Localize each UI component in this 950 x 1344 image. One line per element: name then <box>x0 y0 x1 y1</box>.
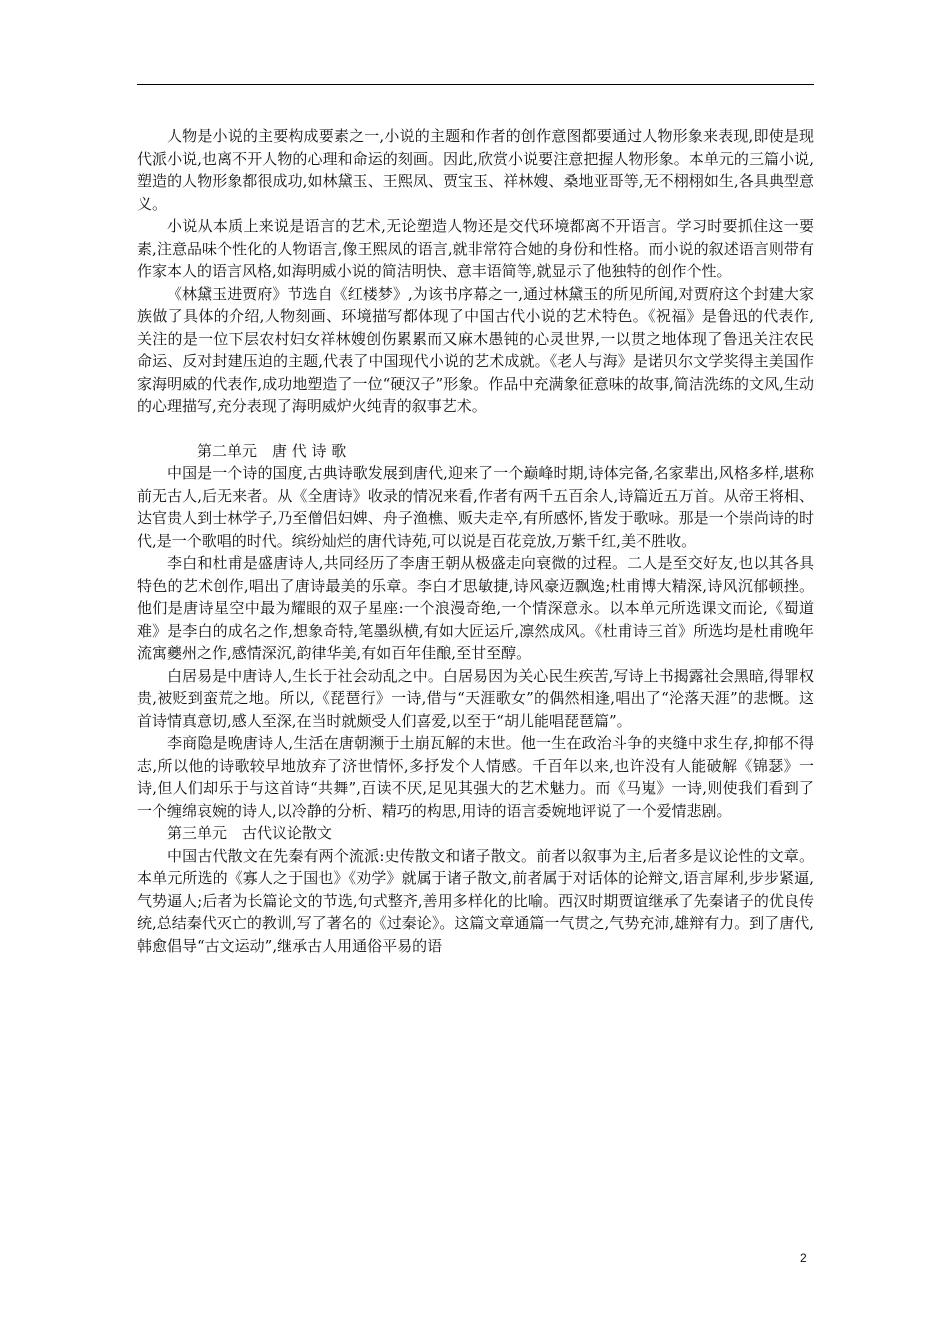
unit2-heading: 第二单元 唐 代 诗 歌 <box>197 441 347 460</box>
document-body <box>137 125 814 957</box>
header-rule <box>137 84 814 85</box>
unit3-paragraph-1: 中国古代散文在先秦有两个流派:史传散文和诸子散文。前者以叙事为主,后者多是议论性的文章。本单元所选的《寡人之于国也》《劝学》就属于诸子散文,前者属于对话体的论辩文,语言犀利,步步紧逼,气势逼人;后者为长篇论文的节选,句式整齐,善用多样化的比喻。西汉时期贾谊继承了先秦诸子的优良传统,总结秦代灭亡的教训,写了著名的《过秦论》。这篇文章通篇一气贯之,气势充沛,雄辩有力。到了唐代,韩愈倡导“古文运动”,继承古人用通俗平易的语 <box>137 846 814 955</box>
unit2-paragraph-2: 李白和杜甫是盛唐诗人,共同经历了李唐王朝从极盛走向衰微的过程。二人是至交好友,也以其各具特色的艺术创作,唱出了唐诗最美的乐章。李白才思敏捷,诗风豪迈飘逸;杜甫博大精深,诗风沉郁顿挫。他们是唐诗星空中最为耀眼的双子星座:一个浪漫奇绝,一个情深意永。以本单元所选课文而论,《蜀道难》是李白的成名之作,想象奇特,笔墨纵横,有如大匠运斤,凛然成风。《杜甫诗三首》所选均是杜甫晚年流寓夔州之作,感情深沉,韵律华美,有如百年佳酿,至甘至醇。 <box>137 554 814 662</box>
unit3-heading: 第三单元 古代议论散文 <box>167 824 333 842</box>
unit2-paragraph-3: 白居易是中唐诗人,生长于社会动乱之中。白居易因为关心民生疾苦,写诗上书揭露社会黑暗,得罪权贵,被贬到蛮荒之地。所以,《琵琶行》一诗,借与“天涯歌女”的偶然相逢,唱出了“沦落天涯”的悲慨。这首诗情真意切,感人至深,在当时就颇受人们喜爱,以至于“胡儿能唱琵琶篇”。 <box>137 666 814 730</box>
page-number: 2 <box>800 1251 807 1265</box>
unit2-paragraph-4: 李商隐是晚唐诗人,生活在唐朝濒于土崩瓦解的末世。他一生在政治斗争的夹缝中求生存,抑郁不得志,所以他的诗歌较早地放弃了济世情怀,多抒发个人情感。千百年以来,也许没有人能破解《锦瑟》一诗,但人们却乐于与这首诗“共舞”,百读不厌,足见其强大的艺术魅力。而《马嵬》一诗,则使我们看到了一个缠绵哀婉的诗人,以冷静的分析、精巧的构思,用诗的语言委婉地评说了一个爱情悲剧。 <box>137 734 814 820</box>
unit2-paragraph-1: 中国是一个诗的国度,古典诗歌发展到唐代,迎来了一个巅峰时期,诗体完备,名家辈出,风格多样,堪称前无古人,后无来者。从《全唐诗》收录的情况来看,作者有两千五百余人,诗篇近五万首。从帝王将相、达官贵人到士林学子,乃至僧侣妇婢、舟子渔樵、贩夫走卒,有所感怀,皆发于歌咏。那是一个崇尚诗的时代,是一个歌唱的时代。缤纷灿烂的唐代诗苑,可以说是百花竞放,万紫千红,美不胜收。 <box>137 464 814 550</box>
intro-paragraph-2: 小说从本质上来说是语言的艺术,无论塑造人物还是交代环境都离不开语言。学习时要抓住这一要素,注意品味个性化的人物语言,像王熙凤的语言,就非常符合她的身份和性格。而小说的叙述语言则带有作家本人的语言风格,如海明威小说的简洁明快、意丰语简等,就显示了他独特的创作个性。 <box>137 217 814 280</box>
intro-paragraph-3: 《林黛玉进贾府》节选自《红楼梦》,为该书序幕之一,通过林黛玉的所见所闻,对贾府这个封建大家族做了具体的介绍,人物刻画、环境描写都体现了中国古代小说的艺术特色。《祝福》是鲁迅的代表作,关注的是一位下层农村妇女祥林嫂创伤累累而又麻木愚钝的心灵世界,一以贯之地体现了鲁迅关注农民命运、反对封建压迫的主题,代表了中国现代小说的艺术成就。《老人与海》是诺贝尔文学奖得主美国作家海明威的代表作,成功地塑造了一位“硬汉子”形象。作品中充满象征意味的故事,简洁洗练的文风,生动的心理描写,充分表现了海明威炉火纯青的叙事艺术。 <box>137 284 814 415</box>
intro-paragraph-1: 人物是小说的主要构成要素之一,小说的主题和作者的创作意图都要通过人物形象来表现,即使是现代派小说,也离不开人物的心理和命运的刻画。因此,欣赏小说要注意把握人物形象。本单元的三篇小说,塑造的人物形象都很成功,如林黛玉、王熙凤、贾宝玉、祥林嫂、桑地亚哥等,无不栩栩如生,各具典型意义。 <box>137 127 814 213</box>
